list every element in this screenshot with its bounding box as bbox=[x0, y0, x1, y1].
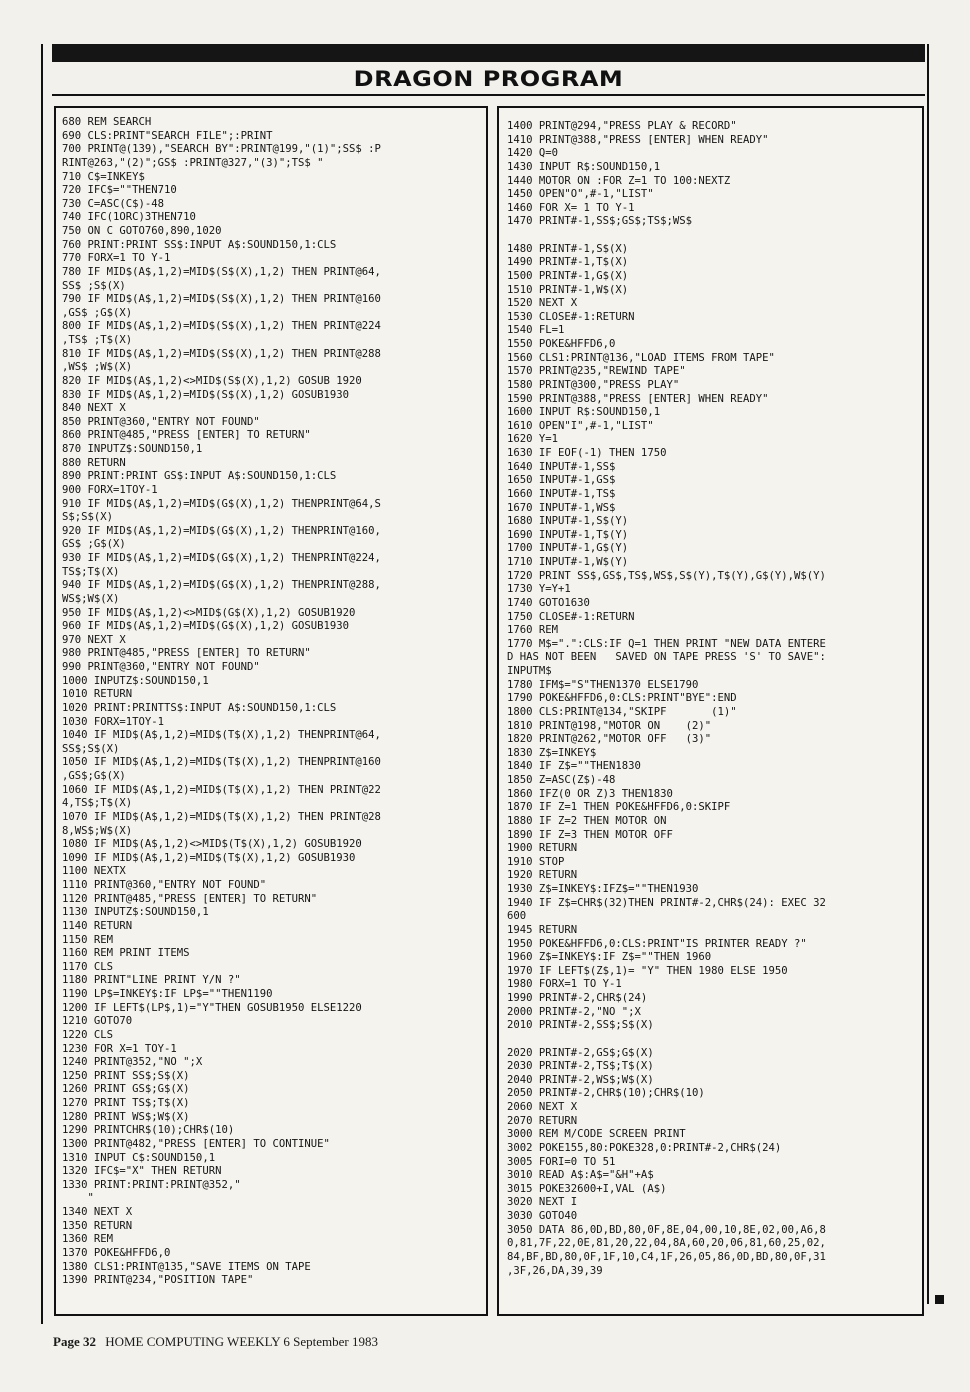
listing-column-right bbox=[497, 106, 924, 1316]
code-line: 1250 PRINT SS$;S$(X) bbox=[62, 1069, 190, 1082]
code-line: 690 CLS:PRINT"SEARCH FILE";:PRINT bbox=[62, 129, 273, 142]
code-line: 1310 INPUT C$:SOUND150,1 bbox=[62, 1151, 216, 1164]
code-line: 1000 INPUTZ$:SOUND150,1 bbox=[62, 674, 209, 687]
code-line: 1650 INPUT#-1,GS$ bbox=[507, 474, 616, 487]
code-line: 3010 READ A$:A$="&H"+A$ bbox=[507, 1169, 654, 1182]
code-line: 1945 RETURN bbox=[507, 923, 578, 936]
code-line: 1230 FOR X=1 TOY-1 bbox=[62, 1042, 177, 1055]
code-line: 860 PRINT@485,"PRESS [ENTER] TO RETURN" bbox=[62, 429, 311, 442]
code-line: 3030 GOTO40 bbox=[507, 1210, 578, 1222]
code-line: 1930 Z$=INKEY$:IFZ$=""THEN1930 bbox=[507, 883, 699, 895]
code-line: 3000 REM M/CODE SCREEN PRINT bbox=[507, 1128, 686, 1141]
code-line: 1880 IF Z=2 THEN MOTOR ON bbox=[507, 814, 667, 827]
code-line: 1710 INPUT#-1,W$(Y) bbox=[507, 556, 629, 568]
code-line: 1130 INPUTZ$:SOUND150,1 bbox=[62, 906, 209, 919]
code-line: 710 C$=INKEY$ bbox=[62, 170, 145, 183]
code-line: 1720 PRINT SS$,GS$,TS$,WS$,S$(Y),T$(Y),G$(Y),W$(Y) bbox=[507, 569, 826, 582]
code-line: 1060 IF MID$(A$,1,2)=MID$(T$(X),1,2) THEN PRINT@22 bbox=[62, 783, 381, 796]
code-line: GS$ ;G$(X) bbox=[62, 538, 126, 551]
code-line: 1110 PRINT@360,"ENTRY NOT FOUND" bbox=[62, 879, 267, 891]
code-line: 1540 FL=1 bbox=[507, 324, 565, 337]
code-line: 1700 INPUT#-1,G$(Y) bbox=[507, 542, 629, 555]
code-line: 1780 IFM$="S"THEN1370 ELSE1790 bbox=[507, 678, 699, 691]
code-line: SS$;S$(X) bbox=[62, 742, 120, 755]
code-line: 1330 PRINT:PRINT:PRINT@352," bbox=[62, 1178, 241, 1191]
code-line: 3015 POKE32600+I,VAL (A$) bbox=[507, 1182, 667, 1195]
code-line: 1640 INPUT#-1,SS$ bbox=[507, 460, 616, 473]
code-line: 960 IF MID$(A$,1,2)=MID$(G$(X),1,2) GOSUB1930 bbox=[62, 620, 350, 633]
listing-column-left bbox=[54, 106, 488, 1316]
code-line: 1610 OPEN"I",#-1,"LIST" bbox=[507, 419, 654, 432]
code-line: 1750 CLOSE#-1:RETURN bbox=[507, 610, 635, 623]
code-line: 1470 PRINT#-1,SS$;GS$;TS$;WS$ bbox=[507, 215, 692, 228]
code-line: 850 PRINT@360,"ENTRY NOT FOUND" bbox=[62, 415, 260, 428]
code-line: 1200 IF LEFT$(LP$,1)="Y"THEN GOSUB1950 ELSE1220 bbox=[62, 1001, 362, 1014]
code-line: INPUTM$ bbox=[507, 665, 552, 677]
code-line: 980 PRINT@485,"PRESS [ENTER] TO RETURN" bbox=[62, 647, 311, 660]
code-line: 1790 POKE&HFFD6,0:CLS:PRINT"BYE":END bbox=[507, 692, 737, 705]
code-line: 2060 NEXT X bbox=[507, 1101, 578, 1113]
code-line: 1690 INPUT#-1,T$(Y) bbox=[507, 528, 629, 541]
code-line: 3050 DATA 86,0D,BD,80,0F,8E,04,00,10,8E,02,00,A6,8 bbox=[507, 1223, 826, 1236]
header-black-bar bbox=[52, 44, 925, 62]
code-line: 0,81,7F,22,0E,81,20,22,04,8A,60,20,06,81,60,25,02, bbox=[507, 1237, 826, 1250]
code-line: 1370 POKE&HFFD6,0 bbox=[62, 1246, 171, 1259]
code-line: 1040 IF MID$(A$,1,2)=MID$(T$(X),1,2) THENPRINT@64, bbox=[62, 729, 381, 742]
code-line: SS$ ;S$(X) bbox=[62, 279, 126, 292]
code-line: 3005 FORI=0 TO 51 bbox=[507, 1155, 616, 1168]
code-line: 1160 REM PRINT ITEMS bbox=[62, 947, 190, 960]
listing-gap bbox=[507, 1033, 826, 1047]
code-line: 830 IF MID$(A$,1,2)=MID$(S$(X),1,2) GOSUB1930 bbox=[62, 388, 350, 401]
code-line: 1550 POKE&HFFD6,0 bbox=[507, 338, 616, 350]
code-line: 870 INPUTZ$:SOUND150,1 bbox=[62, 443, 203, 455]
code-line: D HAS NOT BEEN SAVED ON TAPE PRESS 'S' TO SAVE": bbox=[507, 651, 826, 664]
code-line: 600 bbox=[507, 910, 527, 923]
code-line: " bbox=[62, 1192, 94, 1205]
code-line: 890 PRINT:PRINT GS$:INPUT A$:SOUND150,1:CLS bbox=[62, 470, 337, 483]
code-line: 1280 PRINT WS$;W$(X) bbox=[62, 1110, 190, 1123]
code-line: 1090 IF MID$(A$,1,2)=MID$(T$(X),1,2) GOSUB1930 bbox=[62, 851, 356, 864]
code-line: 1570 PRINT@235,"REWIND TAPE" bbox=[507, 365, 686, 378]
page-footer bbox=[53, 1334, 378, 1350]
code-line: 1120 PRINT@485,"PRESS [ENTER] TO RETURN" bbox=[62, 892, 318, 905]
code-line: 1350 RETURN bbox=[62, 1219, 133, 1232]
code-line: 1420 Q=0 bbox=[507, 147, 559, 160]
code-line: 1940 IF Z$=CHR$(32)THEN PRINT#-2,CHR$(24): EXEC 32 bbox=[507, 896, 826, 909]
code-line: 900 FORX=1TOY-1 bbox=[62, 483, 158, 496]
code-line: 1830 Z$=INKEY$ bbox=[507, 746, 597, 759]
code-line: TS$;T$(X) bbox=[62, 565, 120, 578]
code-line: 1140 RETURN bbox=[62, 919, 133, 932]
code-line: 1500 PRINT#-1,G$(X) bbox=[507, 269, 629, 282]
code-line: 1410 PRINT@388,"PRESS [ENTER] WHEN READY" bbox=[507, 133, 769, 146]
code-line: 1170 CLS bbox=[62, 960, 114, 973]
code-line: 1400 PRINT@294,"PRESS PLAY & RECORD" bbox=[507, 120, 737, 132]
code-listing-left bbox=[62, 116, 381, 1288]
end-of-article-square bbox=[935, 1295, 944, 1304]
code-line: 1220 CLS bbox=[62, 1028, 114, 1041]
code-line: 84,BF,BD,80,0F,1F,10,C4,1F,26,05,86,0D,BD,80,0F,31 bbox=[507, 1250, 826, 1263]
code-line: 700 PRINT@(139),"SEARCH BY":PRINT@199,"(1)";SS$ :P bbox=[62, 143, 381, 156]
code-line: ,WS$ ;W$(X) bbox=[62, 361, 133, 374]
code-line: 1010 RETURN bbox=[62, 688, 133, 701]
code-line: WS$;W$(X) bbox=[62, 592, 120, 605]
code-line: 1520 NEXT X bbox=[507, 297, 578, 310]
code-line: 2000 PRINT#-2,"NO ";X bbox=[507, 1005, 641, 1018]
code-line: 740 IFC(1ORC)3THEN710 bbox=[62, 211, 196, 224]
code-line: 1270 PRINT TS$;T$(X) bbox=[62, 1097, 190, 1109]
code-line: 810 IF MID$(A$,1,2)=MID$(S$(X),1,2) THEN PRINT@288 bbox=[62, 347, 381, 360]
code-line: 1950 POKE&HFFD6,0:CLS:PRINT"IS PRINTER READY ?" bbox=[507, 937, 807, 950]
code-line: 750 ON C GOTO760,890,1020 bbox=[62, 225, 222, 237]
code-line: 1340 NEXT X bbox=[62, 1206, 133, 1218]
code-line: 1670 INPUT#-1,WS$ bbox=[507, 501, 616, 514]
code-line: 2040 PRINT#-2,WS$;W$(X) bbox=[507, 1073, 654, 1086]
code-line: 760 PRINT:PRINT SS$:INPUT A$:SOUND150,1:CLS bbox=[62, 238, 337, 251]
header-title-bar bbox=[52, 64, 925, 96]
code-line: 1630 IF EOF(-1) THEN 1750 bbox=[507, 447, 667, 459]
code-line: ,TS$ ;T$(X) bbox=[62, 334, 133, 346]
code-line: 1460 FOR X= 1 TO Y-1 bbox=[507, 201, 635, 214]
code-line: 1390 PRINT@234,"POSITION TAPE" bbox=[62, 1274, 254, 1287]
code-line: 1190 LP$=INKEY$:IF LP$=""THEN1190 bbox=[62, 988, 273, 1000]
code-line: 2070 RETURN bbox=[507, 1114, 578, 1127]
code-line: ,GS$ ;G$(X) bbox=[62, 306, 133, 319]
code-line: S$;S$(X) bbox=[62, 511, 114, 524]
code-line: 2010 PRINT#-2,SS$;S$(X) bbox=[507, 1019, 654, 1032]
code-line: 1210 GOTO70 bbox=[62, 1015, 133, 1028]
code-line: 1480 PRINT#-1,S$(X) bbox=[507, 242, 629, 255]
code-line: 1960 Z$=INKEY$:IF Z$=""THEN 1960 bbox=[507, 951, 712, 964]
code-line: 1150 REM bbox=[62, 933, 114, 946]
code-line: 920 IF MID$(A$,1,2)=MID$(G$(X),1,2) THENPRINT@160, bbox=[62, 524, 381, 537]
code-line: 1800 CLS:PRINT@134,"SKIPF (1)" bbox=[507, 705, 737, 718]
code-line: 990 PRINT@360,"ENTRY NOT FOUND" bbox=[62, 661, 260, 673]
code-line: 2020 PRINT#-2,GS$;G$(X) bbox=[507, 1046, 654, 1059]
code-line: 1680 INPUT#-1,S$(Y) bbox=[507, 515, 629, 528]
code-line: 1440 MOTOR ON :FOR Z=1 TO 100:NEXTZ bbox=[507, 174, 731, 187]
code-line: 1820 PRINT@262,"MOTOR OFF (3)" bbox=[507, 733, 712, 746]
code-line: 940 IF MID$(A$,1,2)=MID$(G$(X),1,2) THENPRINT@288, bbox=[62, 579, 381, 592]
code-line: 1430 INPUT R$:SOUND150,1 bbox=[507, 160, 661, 173]
code-line: 730 C=ASC(C$)-48 bbox=[62, 197, 165, 210]
page-frame-left-rule bbox=[41, 44, 43, 1324]
code-line: 1980 FORX=1 TO Y-1 bbox=[507, 978, 622, 991]
code-line: ,GS$;G$(X) bbox=[62, 770, 126, 782]
code-line: 1660 INPUT#-1,TS$ bbox=[507, 487, 616, 500]
listing-gap bbox=[507, 229, 826, 243]
code-line: 1910 STOP bbox=[507, 855, 565, 868]
code-line: 930 IF MID$(A$,1,2)=MID$(G$(X),1,2) THENPRINT@224, bbox=[62, 552, 381, 564]
code-line: 820 IF MID$(A$,1,2)<>MID$(S$(X),1,2) GOSUB 1920 bbox=[62, 374, 362, 387]
code-line: 1450 OPEN"O",#-1,"LIST" bbox=[507, 188, 654, 201]
code-line: 910 IF MID$(A$,1,2)=MID$(G$(X),1,2) THENPRINT@64,S bbox=[62, 497, 381, 510]
code-line: 1580 PRINT@300,"PRESS PLAY" bbox=[507, 378, 680, 391]
code-line: 970 NEXT X bbox=[62, 633, 126, 646]
code-line: 770 FORX=1 TO Y-1 bbox=[62, 252, 171, 265]
code-line: 1180 PRINT"LINE PRINT Y/N ?" bbox=[62, 974, 241, 987]
code-line: 1590 PRINT@388,"PRESS [ENTER] WHEN READY" bbox=[507, 392, 769, 405]
code-line: 1920 RETURN bbox=[507, 869, 578, 882]
code-listing-right bbox=[507, 120, 826, 1278]
code-line: 1970 IF LEFT$(Z$,1)= "Y" THEN 1980 ELSE 1950 bbox=[507, 964, 788, 977]
code-line: ,3F,26,DA,39,39 bbox=[507, 1264, 603, 1277]
code-line: 8,WS$;W$(X) bbox=[62, 824, 133, 837]
code-line: 790 IF MID$(A$,1,2)=MID$(S$(X),1,2) THEN PRINT@160 bbox=[62, 293, 381, 306]
code-line: 4,TS$;T$(X) bbox=[62, 797, 133, 810]
code-line: 3020 NEXT I bbox=[507, 1196, 578, 1209]
code-line: 1510 PRINT#-1,W$(X) bbox=[507, 283, 629, 296]
code-line: 1490 PRINT#-1,T$(X) bbox=[507, 256, 629, 269]
code-line: 1260 PRINT GS$;G$(X) bbox=[62, 1083, 190, 1096]
code-line: RINT@263,"(2)";GS$ :PRINT@327,"(3)";TS$ " bbox=[62, 156, 324, 169]
code-line: 1810 PRINT@198,"MOTOR ON (2)" bbox=[507, 719, 712, 732]
page-title: DRAGON PROGRAM bbox=[353, 66, 624, 92]
code-line: 1030 FORX=1TOY-1 bbox=[62, 715, 165, 728]
page-number: Page 32 bbox=[53, 1334, 96, 1349]
code-line: 3002 POKE155,80:POKE328,0:PRINT#-2,CHR$(24) bbox=[507, 1141, 782, 1154]
code-line: 780 IF MID$(A$,1,2)=MID$(S$(X),1,2) THEN PRINT@64, bbox=[62, 265, 381, 278]
code-line: 1850 Z=ASC(Z$)-48 bbox=[507, 774, 616, 786]
code-line: 1900 RETURN bbox=[507, 842, 578, 855]
code-line: 2050 PRINT#-2,CHR$(10);CHR$(10) bbox=[507, 1087, 705, 1100]
code-line: 950 IF MID$(A$,1,2)<>MID$(G$(X),1,2) GOSUB1920 bbox=[62, 606, 356, 619]
code-line: 1300 PRINT@482,"PRESS [ENTER] TO CONTINUE" bbox=[62, 1137, 330, 1150]
code-line: 1240 PRINT@352,"NO ";X bbox=[62, 1056, 203, 1069]
code-line: 1070 IF MID$(A$,1,2)=MID$(T$(X),1,2) THEN PRINT@28 bbox=[62, 810, 381, 823]
code-line: 680 REM SEARCH bbox=[62, 116, 152, 128]
code-line: 1080 IF MID$(A$,1,2)<>MID$(T$(X),1,2) GOSUB1920 bbox=[62, 838, 362, 851]
code-line: 1890 IF Z=3 THEN MOTOR OFF bbox=[507, 828, 673, 841]
code-line: 1860 IFZ(0 OR Z)3 THEN1830 bbox=[507, 787, 673, 800]
code-line: 1020 PRINT:PRINTTS$:INPUT A$:SOUND150,1:CLS bbox=[62, 701, 337, 714]
code-line: 1360 REM bbox=[62, 1233, 114, 1246]
code-line: 1620 Y=1 bbox=[507, 433, 559, 446]
code-line: 1530 CLOSE#-1:RETURN bbox=[507, 310, 635, 323]
code-line: 1730 Y=Y+1 bbox=[507, 583, 571, 596]
code-line: 1990 PRINT#-2,CHR$(24) bbox=[507, 992, 648, 1004]
code-line: 1290 PRINTCHR$(10);CHR$(10) bbox=[62, 1124, 235, 1137]
code-line: 840 NEXT X bbox=[62, 402, 126, 415]
code-line: 720 IFC$=""THEN710 bbox=[62, 184, 177, 197]
code-line: 1100 NEXTX bbox=[62, 865, 126, 878]
code-line: 1870 IF Z=1 THEN POKE&HFFD6,0:SKIPF bbox=[507, 801, 731, 814]
code-line: 1600 INPUT R$:SOUND150,1 bbox=[507, 406, 661, 419]
code-line: 1740 GOTO1630 bbox=[507, 596, 590, 609]
publication-line: HOME COMPUTING WEEKLY 6 September 1983 bbox=[105, 1334, 378, 1349]
code-line: 1770 M$=".":CLS:IF Q=1 THEN PRINT "NEW DATA ENTERE bbox=[507, 637, 826, 650]
code-line: 880 RETURN bbox=[62, 456, 126, 469]
code-line: 1320 IFC$="X" THEN RETURN bbox=[62, 1165, 222, 1178]
code-line: 2030 PRINT#-2,TS$;T$(X) bbox=[507, 1060, 654, 1073]
code-line: 1840 IF Z$=""THEN1830 bbox=[507, 760, 641, 773]
page-frame-right-rule bbox=[927, 44, 929, 1304]
code-line: 800 IF MID$(A$,1,2)=MID$(S$(X),1,2) THEN PRINT@224 bbox=[62, 320, 381, 333]
code-line: 1050 IF MID$(A$,1,2)=MID$(T$(X),1,2) THENPRINT@160 bbox=[62, 756, 381, 769]
code-line: 1760 REM bbox=[507, 624, 559, 637]
code-line: 1560 CLS1:PRINT@136,"LOAD ITEMS FROM TAPE" bbox=[507, 351, 775, 364]
code-line: 1380 CLS1:PRINT@135,"SAVE ITEMS ON TAPE bbox=[62, 1260, 311, 1273]
